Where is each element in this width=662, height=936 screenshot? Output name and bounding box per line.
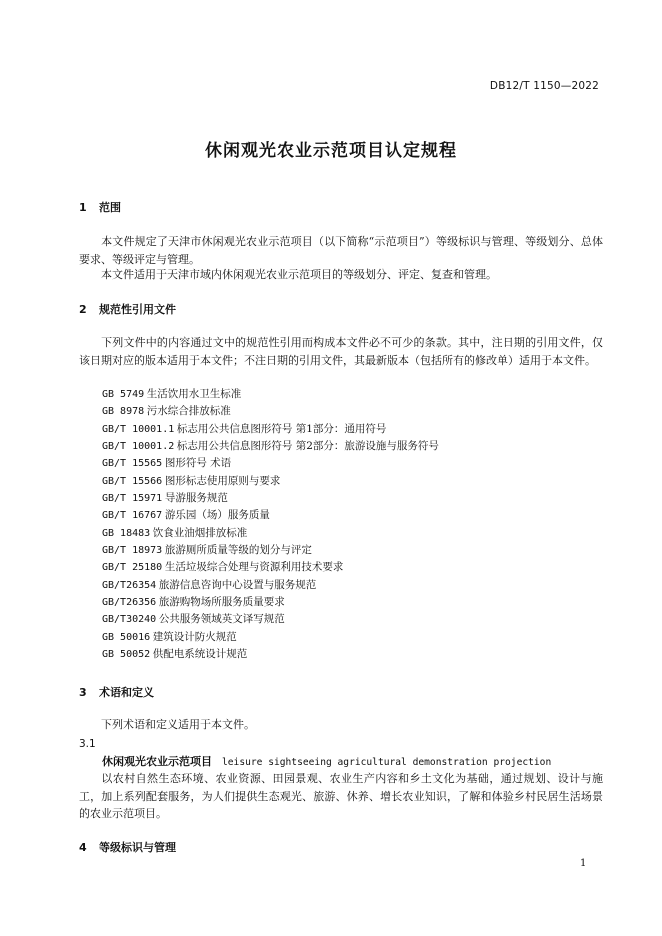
section-heading-3 [79, 684, 154, 700]
section-number: 1 [79, 201, 87, 214]
reference-item: GB/T26354 旅游信息咨询中心设置与服务规范 [102, 578, 317, 591]
section-number: 2 [79, 303, 87, 316]
reference-item: GB/T 16767 游乐园（场）服务质量 [102, 509, 270, 522]
section-heading-2 [79, 301, 176, 317]
references-intro: 下列文件中的内容通过文中的规范性引用而构成本文件必不可少的条款。其中，注日期的引用文件，仅该日期对应的版本适用于本文件；不注日期的引用文件，其最新版本（包括所有的修改单）适用于本文件。 [79, 336, 603, 367]
section-number: 4 [79, 841, 87, 854]
term-heading [102, 753, 551, 769]
reference-item: GB/T 15971 导游服务规范 [102, 492, 228, 505]
section-title: 术语和定义 [99, 686, 154, 699]
reference-item: GB/T 25180 生活垃圾综合处理与资源利用技术要求 [102, 561, 344, 574]
term-number: 3.1 [79, 738, 96, 750]
section-title: 范围 [99, 201, 121, 214]
term-definition: 以农村自然生态环境、农业资源、田园景观、农业生产内容和乡土文化为基础，通过规划、设计与施工，加上系列配套服务，为人们提供生态观光、旅游、休养、增长农业知识，了解和体验乡村民居生活场景的农业示范项目。 [79, 772, 603, 820]
reference-item: GB/T 10001.2 标志用公共信息图形符号 第2部分：旅游设施与服务符号 [102, 440, 439, 453]
reference-item: GB/T 18973 旅游厕所质量等级的划分与评定 [102, 544, 312, 557]
reference-item: GB 8978 污水综合排放标准 [102, 405, 231, 418]
page-title: 休闲观光农业示范项目认定规程 [205, 141, 457, 161]
term-english: leisure sightseeing agricultural demonstration projection [222, 757, 552, 768]
scope-paragraph-2: 本文件适用于天津市域内休闲观光农业示范项目的等级划分、评定、复查和管理。 [101, 268, 497, 281]
scope-paragraph-1: 本文件规定了天津市休闲观光农业示范项目（以下简称“示范项目”）等级标识与管理、等级划分、总体要求、等级评定与管理。 [79, 235, 603, 266]
section-heading-1 [79, 199, 121, 215]
reference-item: GB 50016 建筑设计防火规范 [102, 630, 237, 643]
reference-item: GB/T 15565 图形符号 术语 [102, 457, 232, 470]
reference-item: GB 18483 饮食业油烟排放标准 [102, 526, 248, 539]
reference-item: GB/T 10001.1 标志用公共信息图形符号 第1部分：通用符号 [102, 422, 387, 435]
doc-code: DB12/T 1150—2022 [489, 80, 599, 92]
reference-item: GB 50052 供配电系统设计规范 [102, 648, 248, 661]
section-number: 3 [79, 686, 87, 699]
section-title: 等级标识与管理 [99, 841, 176, 854]
reference-item: GB/T 15566 图形标志使用原则与要求 [102, 474, 281, 487]
term-chinese: 休闲观光农业示范项目 [102, 755, 212, 768]
reference-item: GB/T26356 旅游购物场所服务质量要求 [102, 596, 285, 609]
terms-intro: 下列术语和定义适用于本文件。 [101, 718, 255, 731]
reference-item: GB 5749 生活饮用水卫生标准 [102, 388, 242, 400]
reference-item: GB/T30240 公共服务领域英文译写规范 [102, 613, 285, 626]
page-number: 1 [580, 858, 587, 869]
section-title: 规范性引用文件 [99, 303, 176, 316]
section-heading-4 [79, 839, 176, 855]
reference-list [102, 386, 439, 664]
